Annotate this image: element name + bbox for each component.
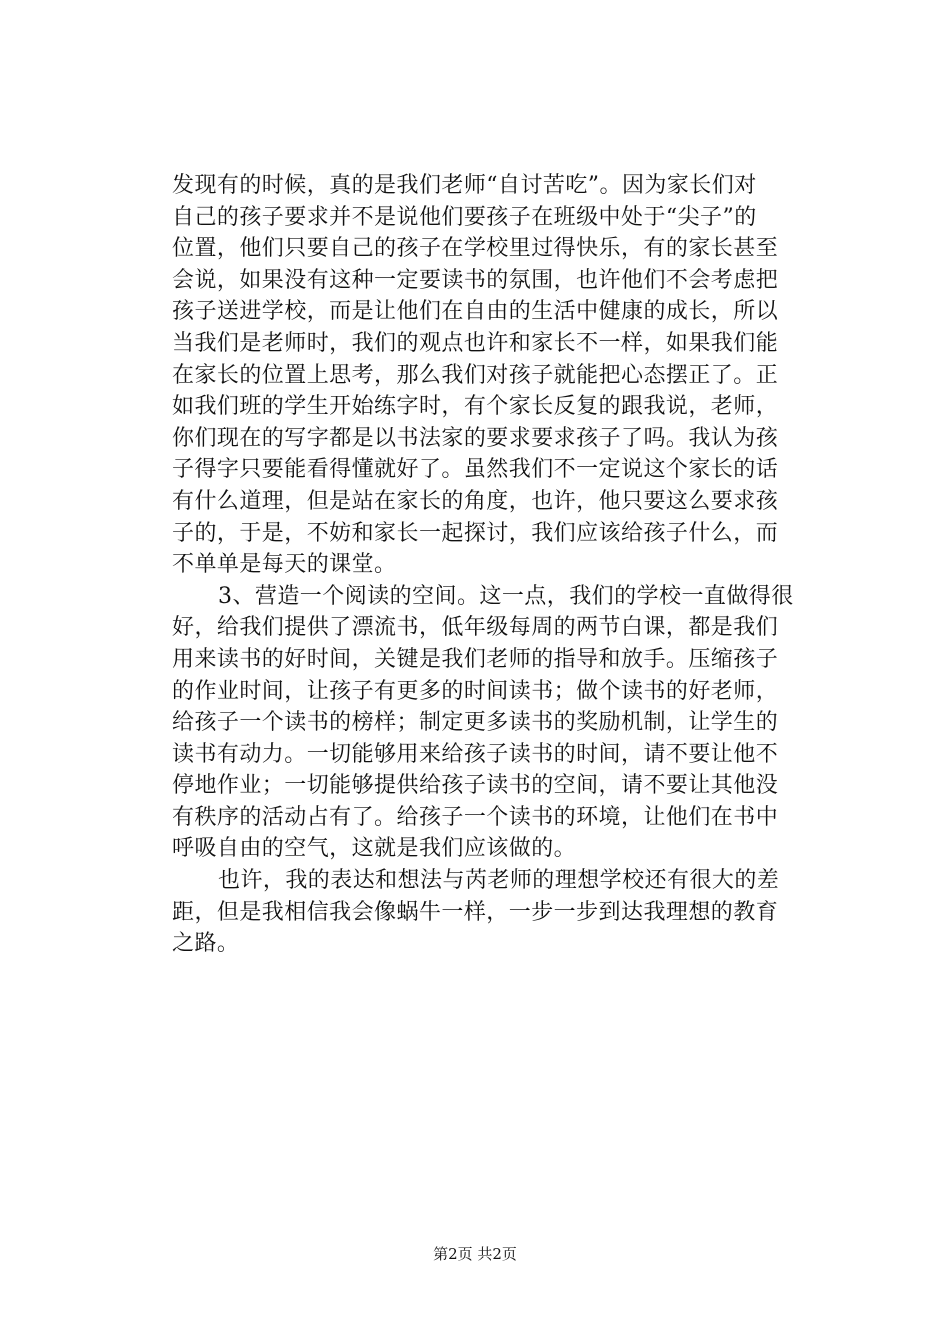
paragraph-line: 不单单是每天的课堂。 — [172, 552, 397, 578]
paragraph-line: 子得字只要能看得懂就好了。虽然我们不一定说这个家长的话 — [172, 457, 779, 483]
page-footer — [0, 1244, 950, 1264]
paragraph-line: 在家长的位置上思考，那么我们对孩子就能把心态摆正了。正 — [172, 362, 779, 388]
paragraph-line: 孩子送进学校，而是让他们在自由的生活中健康的成长，所以 — [172, 299, 779, 325]
document-body — [172, 170, 812, 960]
paragraph-line: 停地作业；一切能够提供给孩子读书的空间，请不要让其他没 — [172, 773, 779, 799]
paragraph-line: 发现有的时候，真的是我们老师“自讨苦吃”。因为家长们对 — [172, 173, 757, 198]
paragraph-line: 子的，于是，不妨和家长一起探讨，我们应该给孩子什么，而 — [172, 520, 779, 546]
paragraph-line: 的作业时间，让孩子有更多的时间读书；做个读书的好老师， — [172, 678, 779, 704]
paragraph-line: 会说，如果没有这种一定要读书的氛围，也许他们不会考虑把 — [172, 267, 779, 293]
paragraph-line: 当我们是老师时，我们的观点也许和家长不一样，如果我们能 — [172, 330, 779, 356]
paragraph-line: 给孩子一个读书的榜样；制定更多读书的奖励机制，让学生的 — [172, 710, 779, 736]
paragraph-line: 有什么道理，但是站在家长的角度，也许，他只要这么要求孩 — [172, 488, 779, 514]
page-number-label: 第2页 共2页 — [433, 1245, 517, 1263]
paragraph-line: 呼吸自由的空气，这就是我们应该做的。 — [172, 836, 577, 862]
paragraph-line: 距，但是我相信我会像蜗牛一样，一步一步到达我理想的教育 — [172, 899, 779, 925]
paragraph-line: 位置，他们只要自己的孩子在学校里过得快乐，有的家长甚至 — [172, 236, 779, 262]
paragraph-first-line: 也许，我的表达和想法与芮老师的理想学校还有很大的差 — [218, 868, 780, 894]
paragraph-line: 好，给我们提供了漂流书，低年级每周的两节白课，都是我们 — [172, 615, 779, 641]
paragraph-line: 之路。 — [172, 931, 240, 957]
paragraph-line: 你们现在的写字都是以书法家的要求要求孩子了吗。我认为孩 — [172, 425, 779, 451]
paragraph-line: 如我们班的学生开始练字时，有个家长反复的跟我说，老师， — [172, 394, 779, 420]
paragraph-line: 读书有动力。一切能够用来给孩子读书的时间，请不要让他不 — [172, 741, 779, 767]
paragraph-line: 用来读书的好时间，关键是我们老师的指导和放手。压缩孩子 — [172, 646, 779, 672]
paragraph-line: 自己的孩子要求并不是说他们要孩子在班级中处于“尖子”的 — [172, 204, 757, 230]
paragraph-line: 有秩序的活动占有了。给孩子一个读书的环境，让他们在书中 — [172, 804, 779, 830]
paragraph-first-line: 3、营造一个阅读的空间。这一点，我们的学校一直做得很 — [218, 583, 794, 609]
